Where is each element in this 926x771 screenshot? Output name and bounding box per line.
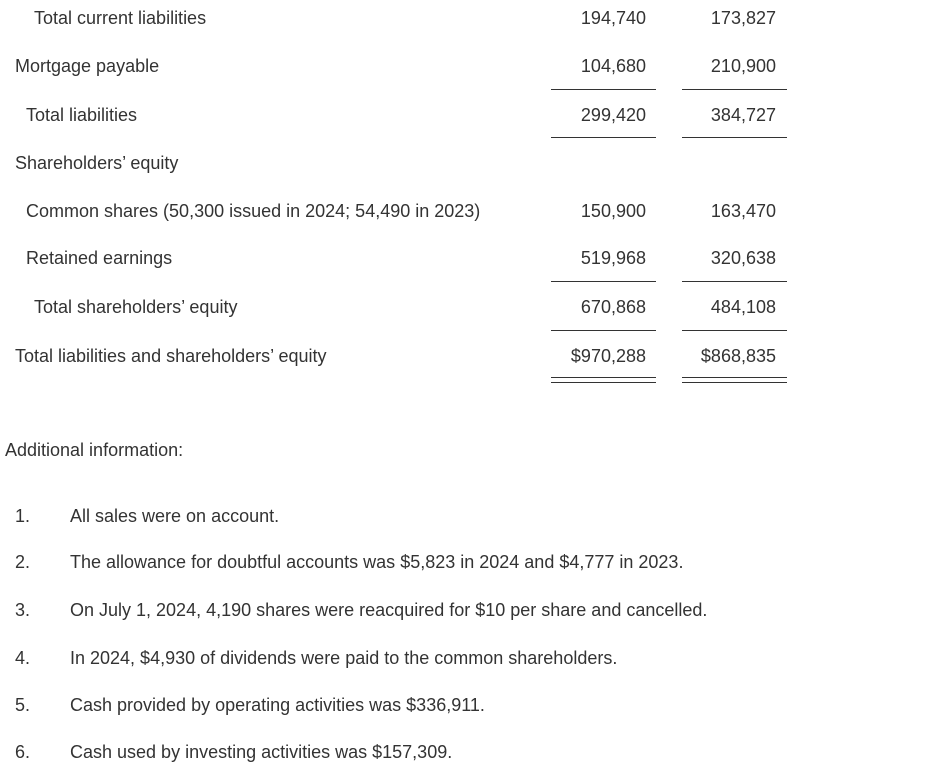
additional-information-heading: Additional information:: [5, 440, 184, 460]
underline-2024-total-liabilities: [551, 137, 656, 138]
value-2024-total-current-liabilities: 194,740: [580, 8, 646, 28]
value-2024-total-liabilities-and-equity: $970,288: [570, 346, 646, 366]
row-label-common-shares: Common shares (50,300 issued in 2024; 54,490 in 2023): [26, 201, 481, 221]
value-2023-mortgage-payable: 210,900: [710, 56, 776, 76]
underline-2024-total-equity: [551, 330, 656, 331]
value-2023-total-liabilities: 384,727: [710, 105, 776, 125]
note-number: 5.: [15, 695, 31, 715]
value-2023-retained-earnings: 320,638: [710, 248, 776, 268]
row-label-total-shareholders-equity: Total shareholders’ equity: [34, 297, 238, 317]
note-text: On July 1, 2024, 4,190 shares were reacquired for $10 per share and cancelled.: [70, 600, 708, 620]
value-2023-total-shareholders-equity: 484,108: [710, 297, 776, 317]
note-number: 3.: [15, 600, 31, 620]
note-text: The allowance for doubtful accounts was $5,823 in 2024 and $4,777 in 2023.: [70, 552, 684, 572]
note-text: In 2024, $4,930 of dividends were paid to the common shareholders.: [70, 648, 618, 668]
underline-2023-mortgage: [682, 89, 787, 90]
row-label-retained-earnings: Retained earnings: [26, 248, 173, 268]
note-number: 4.: [15, 648, 31, 668]
row-label-total-current-liabilities: Total current liabilities: [34, 8, 207, 28]
underline-2023-retained-earnings: [682, 281, 787, 282]
section-heading-shareholders-equity: Shareholders’ equity: [15, 153, 179, 173]
double-underline-2024-grand-total: [551, 377, 656, 383]
note-text: All sales were on account.: [70, 506, 280, 526]
note-text: Cash used by investing activities was $157,309.: [70, 742, 453, 762]
note-number: 2.: [15, 552, 31, 572]
underline-2023-total-equity: [682, 330, 787, 331]
value-2023-total-liabilities-and-equity: $868,835: [700, 346, 776, 366]
row-label-mortgage-payable: Mortgage payable: [15, 56, 160, 76]
underline-2023-total-liabilities: [682, 137, 787, 138]
note-number: 6.: [15, 742, 31, 762]
value-2023-common-shares: 163,470: [710, 201, 776, 221]
value-2024-common-shares: 150,900: [580, 201, 646, 221]
double-underline-2023-grand-total: [682, 377, 787, 383]
underline-2024-retained-earnings: [551, 281, 656, 282]
value-2024-total-shareholders-equity: 670,868: [580, 297, 646, 317]
value-2023-total-current-liabilities: 173,827: [710, 8, 776, 28]
value-2024-mortgage-payable: 104,680: [580, 56, 646, 76]
value-2024-retained-earnings: 519,968: [580, 248, 646, 268]
note-number: 1.: [15, 506, 31, 526]
note-text: Cash provided by operating activities was $336,911.: [70, 695, 485, 715]
row-label-total-liabilities-and-equity: Total liabilities and shareholders’ equity: [15, 346, 327, 366]
row-label-total-liabilities: Total liabilities: [26, 105, 138, 125]
underline-2024-mortgage: [551, 89, 656, 90]
value-2024-total-liabilities: 299,420: [580, 105, 646, 125]
